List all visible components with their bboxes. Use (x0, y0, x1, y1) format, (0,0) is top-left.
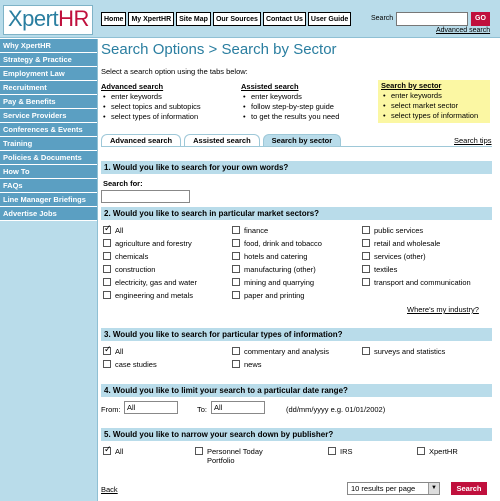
tab-divider (101, 146, 492, 147)
option-bullet: • select market sector (381, 101, 487, 111)
checkbox-icon[interactable] (417, 447, 425, 455)
publisher-checkbox[interactable]: ✓ All (103, 447, 123, 456)
checkbox-icon[interactable] (362, 278, 370, 286)
sector-checkbox[interactable]: ✓ All (103, 226, 123, 235)
date-to-input[interactable]: All (211, 401, 265, 414)
option-bullet: • select types of information (101, 112, 201, 122)
checkbox-icon[interactable] (103, 265, 111, 273)
checkbox-icon[interactable] (362, 239, 370, 247)
checkbox-icon[interactable] (362, 252, 370, 260)
sector-checkbox[interactable]: paper and printing (232, 291, 304, 300)
checkbox-icon[interactable] (103, 447, 111, 455)
chevron-down-icon[interactable]: ▼ (428, 483, 439, 494)
option-sector (378, 80, 490, 123)
nav-user-guide[interactable]: User Guide (308, 12, 351, 26)
page-title: Search Options > Search by Sector (101, 41, 337, 58)
sector-checkbox[interactable]: construction (103, 265, 155, 274)
sector-checkbox[interactable]: textiles (362, 265, 397, 274)
date-format-hint: (dd/mm/yyyy e.g. 01/01/2002) (286, 405, 386, 414)
nav-my-xperthr[interactable]: My XpertHR (128, 12, 174, 26)
checkbox-icon[interactable] (232, 239, 240, 247)
search-button[interactable]: Search (451, 482, 487, 495)
sector-checkbox[interactable]: finance (232, 226, 268, 235)
option-bullet: • select topics and subtopics (101, 102, 201, 112)
checkbox-icon[interactable] (103, 252, 111, 260)
search-for-input[interactable] (101, 190, 190, 203)
sidebar-item-strategy[interactable]: Strategy & Practice (0, 53, 97, 67)
tab-search-by-sector[interactable]: Search by sector (263, 134, 341, 147)
option-advanced (101, 82, 201, 122)
sidebar-item-conferences[interactable]: Conferences & Events (0, 123, 97, 137)
advanced-search-link[interactable]: Advanced search (436, 27, 491, 34)
sidebar (0, 39, 98, 501)
sidebar-item-how-to[interactable]: How To (0, 165, 97, 179)
top-nav (101, 12, 351, 26)
option-bullet: • select types of information (381, 111, 487, 121)
checkbox-icon[interactable] (232, 226, 240, 234)
checkbox-icon[interactable] (103, 360, 111, 368)
checkbox-icon[interactable] (362, 265, 370, 273)
option-bullet: • to get the results you need (241, 112, 339, 122)
checkbox-icon[interactable] (232, 347, 240, 355)
checkbox-icon[interactable] (103, 226, 111, 234)
sidebar-item-faqs[interactable]: FAQs (0, 179, 97, 193)
sector-checkbox[interactable]: engineering and metals (103, 291, 193, 300)
search-label: Search (371, 15, 394, 22)
option-bullet: • enter keywords (381, 91, 487, 101)
option-bullet: • enter keywords (241, 92, 339, 102)
nav-home[interactable]: Home (101, 12, 126, 26)
checkbox-icon[interactable] (103, 239, 111, 247)
checkbox-icon[interactable] (232, 360, 240, 368)
info-type-checkbox[interactable]: surveys and statistics (362, 347, 445, 356)
info-type-checkbox[interactable]: case studies (103, 360, 157, 369)
tab-assisted-search[interactable]: Assisted search (184, 134, 260, 147)
tab-advanced-search[interactable]: Advanced search (101, 134, 181, 147)
sector-checkbox[interactable]: public services (362, 226, 423, 235)
intro-text: Select a search option using the tabs below: (101, 67, 248, 76)
option-heading: Advanced search (101, 82, 164, 91)
site-search-input[interactable] (396, 12, 468, 26)
xperthr-logo[interactable]: XpertHR (3, 5, 93, 35)
where-is-my-industry-link[interactable]: Where's my industry? (407, 305, 479, 314)
info-type-checkbox[interactable]: commentary and analysis (232, 347, 329, 356)
sidebar-item-line-manager[interactable]: Line Manager Briefings (0, 193, 97, 207)
option-heading: Assisted search (241, 82, 299, 91)
sector-checkbox[interactable]: electricity, gas and water (103, 278, 197, 287)
sidebar-item-policies[interactable]: Policies & Documents (0, 151, 97, 165)
sector-checkbox[interactable]: hotels and catering (232, 252, 307, 261)
sidebar-item-service-providers[interactable]: Service Providers (0, 109, 97, 123)
search-for-label: Search for: (103, 179, 143, 188)
nav-site-map[interactable]: Site Map (176, 12, 211, 26)
checkbox-icon[interactable] (362, 226, 370, 234)
sector-checkbox[interactable]: retail and wholesale (362, 239, 440, 248)
checkbox-icon[interactable] (232, 278, 240, 286)
info-type-checkbox[interactable]: news (232, 360, 262, 369)
option-heading: Search by sector (381, 81, 442, 90)
checkbox-icon[interactable] (328, 447, 336, 455)
sidebar-item-pay-benefits[interactable]: Pay & Benefits (0, 95, 97, 109)
back-link[interactable]: Back (101, 485, 118, 494)
nav-contact-us[interactable]: Contact Us (263, 12, 306, 26)
nav-our-sources[interactable]: Our Sources (213, 12, 261, 26)
q3-heading: 3. Would you like to search for particular types of information? (101, 328, 492, 341)
sector-checkbox[interactable]: services (other) (362, 252, 426, 261)
from-label: From: (101, 405, 121, 414)
search-tips-link[interactable]: Search tips (454, 136, 492, 145)
sector-checkbox[interactable]: food, drink and tobacco (232, 239, 322, 248)
sidebar-item-why-xperthr[interactable]: Why XpertHR (0, 39, 97, 53)
q4-heading: 4. Would you like to limit your search to a particular date range? (101, 384, 492, 397)
go-button[interactable]: GO (471, 12, 490, 26)
sidebar-item-recruitment[interactable]: Recruitment (0, 81, 97, 95)
sidebar-item-training[interactable]: Training (0, 137, 97, 151)
date-from-input[interactable]: All (124, 401, 178, 414)
results-per-page-select[interactable]: 10 results per page ▼ (347, 482, 440, 495)
publisher-checkbox[interactable]: Personnel Today Portfolio (195, 447, 277, 465)
sector-checkbox[interactable]: mining and quarrying (232, 278, 314, 287)
checkbox-icon[interactable] (103, 347, 111, 355)
option-bullet: • enter keywords (101, 92, 201, 102)
sector-checkbox[interactable]: agriculture and forestry (103, 239, 192, 248)
checkbox-icon[interactable] (232, 291, 240, 299)
sector-checkbox[interactable]: chemicals (103, 252, 148, 261)
checkbox-icon[interactable] (103, 291, 111, 299)
q2-heading: 2. Would you like to search in particular market sectors? (101, 207, 492, 220)
sidebar-item-employment-law[interactable]: Employment Law (0, 67, 97, 81)
q5-heading: 5. Would you like to narrow your search down by publisher? (101, 428, 492, 441)
checkbox-icon[interactable] (232, 265, 240, 273)
publisher-checkbox[interactable]: IRS (328, 447, 353, 456)
checkbox-icon[interactable] (362, 347, 370, 355)
option-bullet: • follow step-by-step guide (241, 102, 339, 112)
checkbox-icon[interactable] (195, 447, 203, 455)
publisher-checkbox[interactable]: XpertHR (417, 447, 458, 456)
to-label: To: (197, 405, 208, 414)
info-type-checkbox[interactable]: ✓ All (103, 347, 123, 356)
sector-checkbox[interactable]: manufacturing (other) (232, 265, 316, 274)
checkbox-icon[interactable] (232, 252, 240, 260)
sidebar-item-advertise-jobs[interactable]: Advertise Jobs (0, 207, 97, 221)
option-assisted (241, 82, 339, 122)
sector-checkbox[interactable]: transport and communication (362, 278, 471, 287)
checkbox-icon[interactable] (103, 278, 111, 286)
q1-heading: 1. Would you like to search for your own words? (101, 161, 492, 174)
